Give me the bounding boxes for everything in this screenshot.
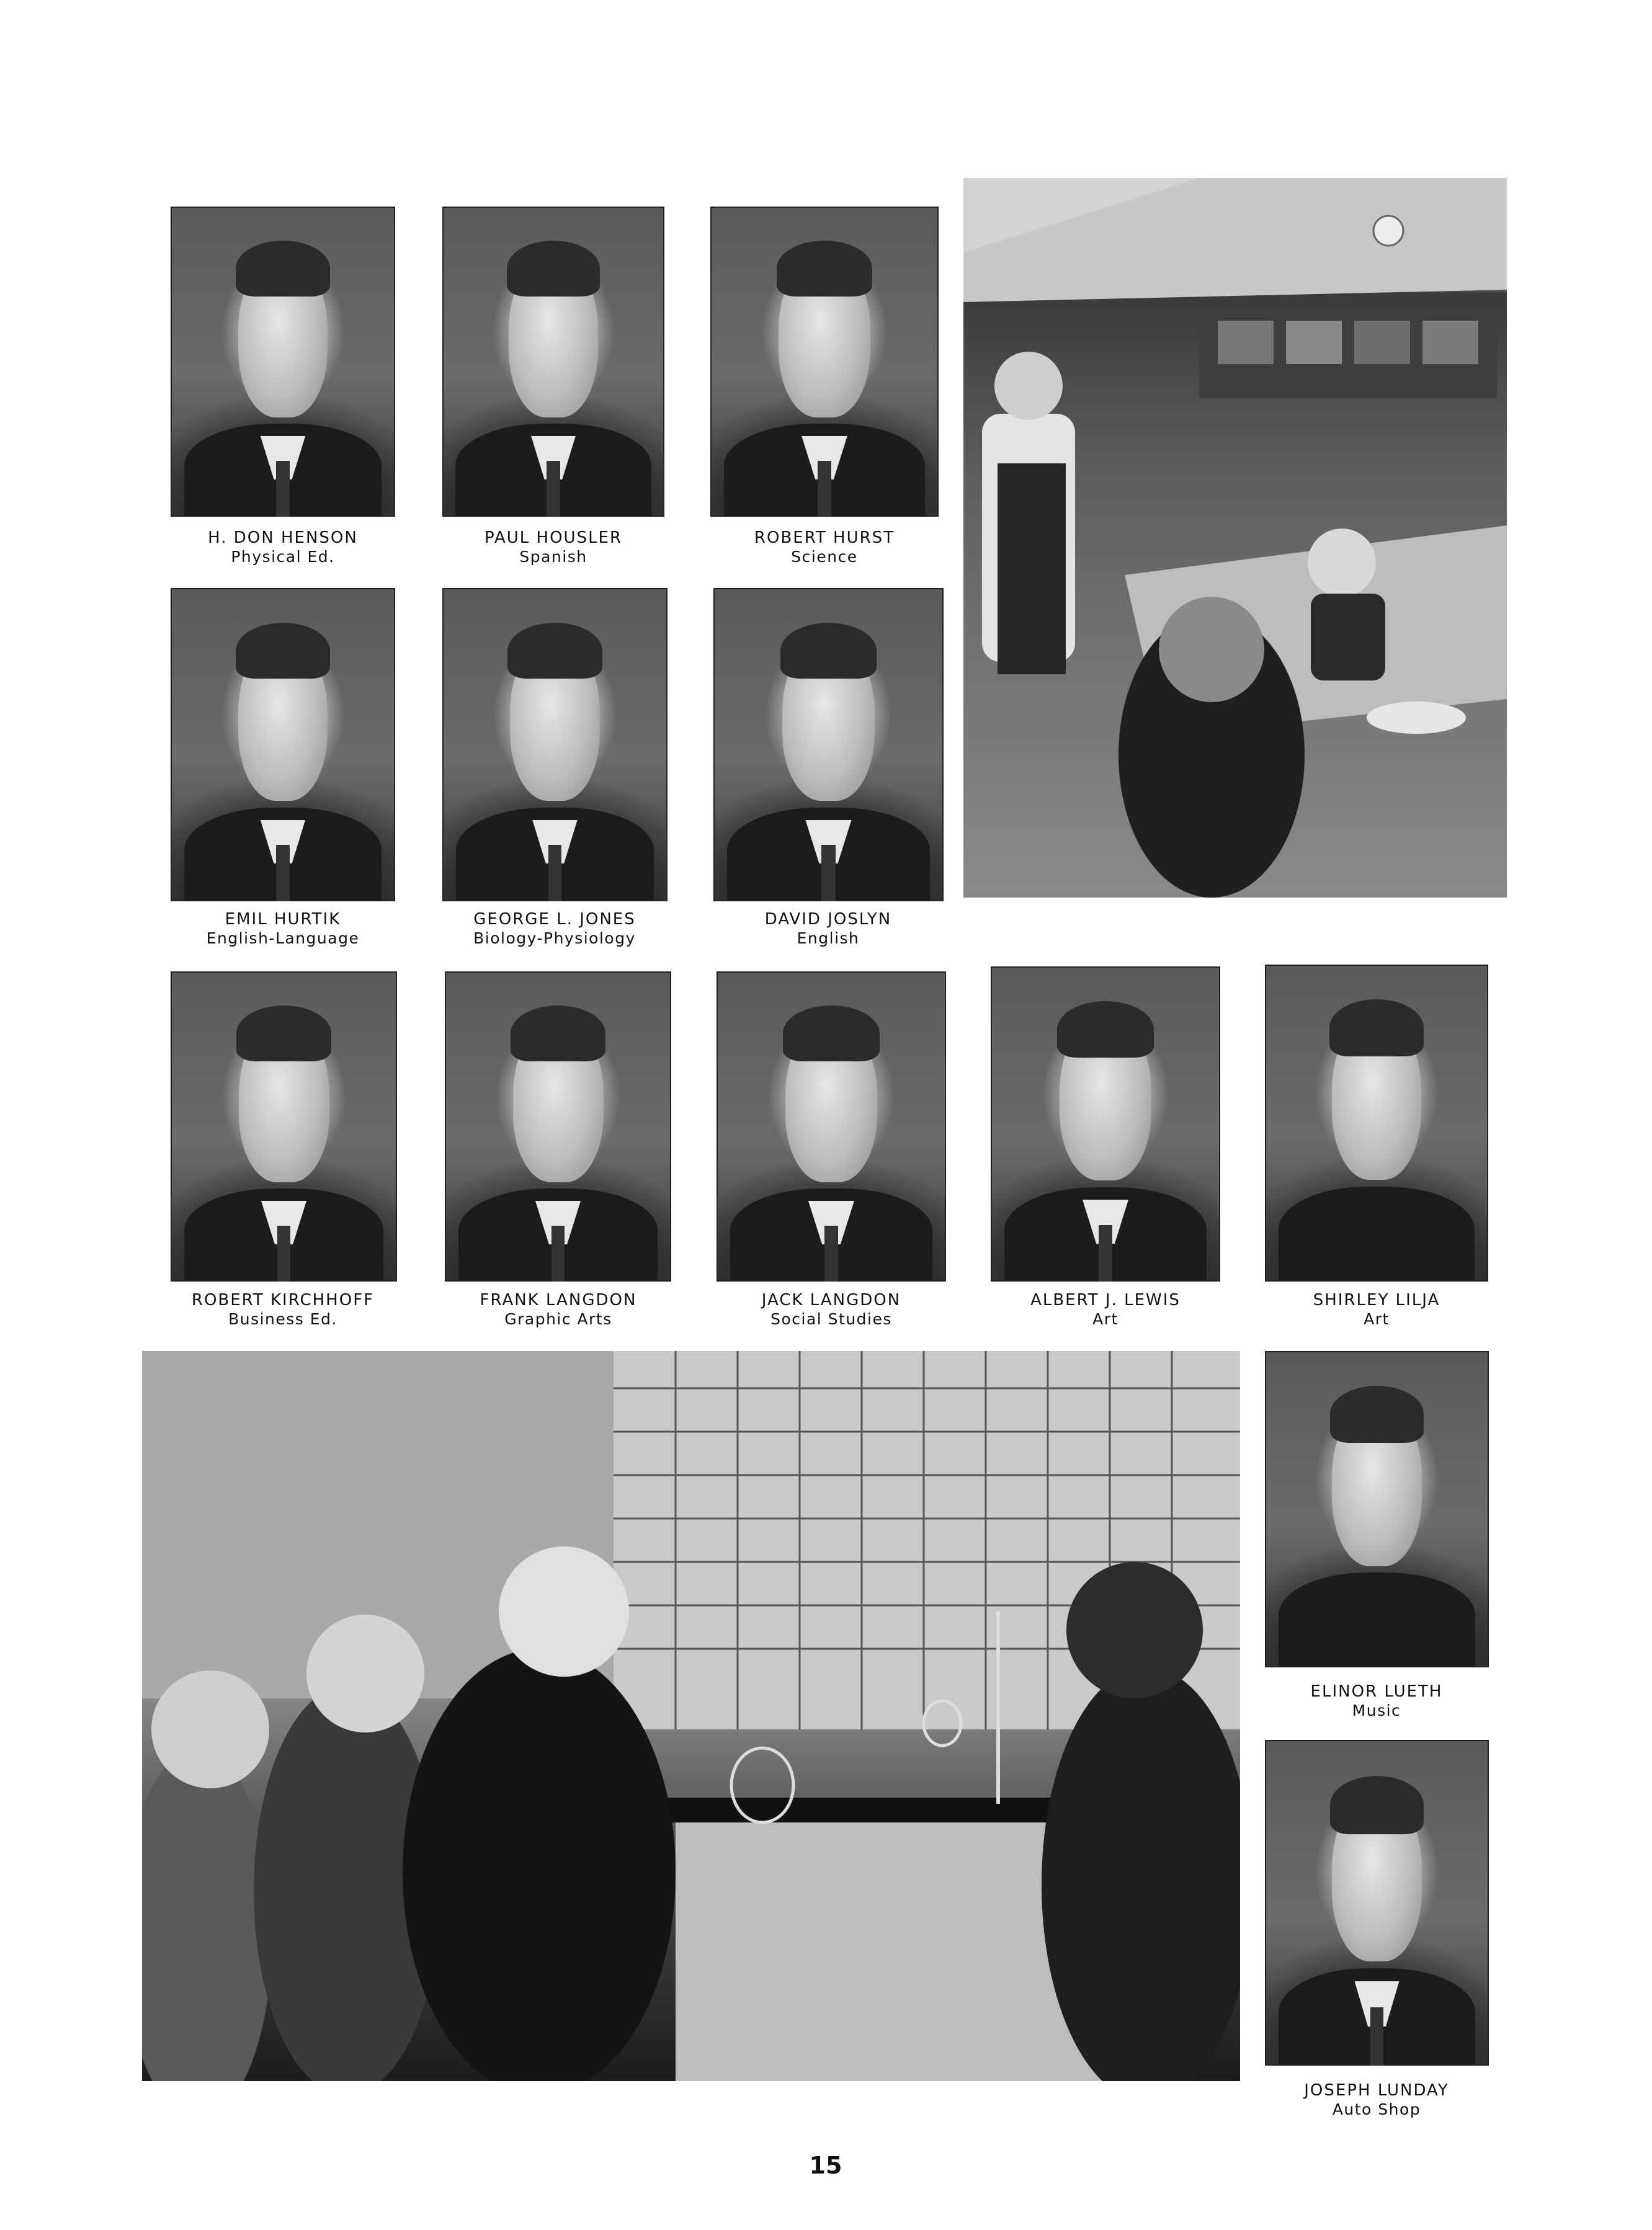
faculty-subject: Business Ed.	[228, 1310, 337, 1329]
caption-jones	[418, 910, 691, 948]
faculty-name: H. DON HENSON	[208, 529, 358, 547]
faculty-subject: Spanish	[519, 548, 587, 566]
portrait-lueth	[1265, 1351, 1489, 1667]
faculty-name: FRANK LANGDON	[480, 1291, 637, 1309]
faculty-subject: Auto Shop	[1332, 2100, 1421, 2119]
caption-joslyn	[692, 910, 965, 948]
faculty-name: PAUL HOUSLER	[484, 529, 623, 547]
caption-housler	[417, 529, 690, 566]
faculty-name: JOSEPH LUNDAY	[1304, 2081, 1449, 2100]
faculty-subject: Physical Ed.	[231, 548, 335, 566]
faculty-name: ALBERT J. LEWIS	[1030, 1291, 1181, 1309]
portrait-hurst	[710, 207, 939, 517]
faculty-subject: Music	[1352, 1701, 1401, 1720]
portrait-housler	[442, 207, 664, 517]
portrait-lewis	[991, 966, 1220, 1282]
portrait-joslyn	[713, 588, 944, 901]
faculty-subject: Art	[1364, 1310, 1390, 1329]
portrait-jones	[442, 588, 667, 901]
faculty-subject: English	[797, 929, 860, 948]
portrait-lilja	[1265, 965, 1488, 1282]
caption-hurst	[688, 529, 961, 566]
art-classroom-drawing	[963, 178, 1507, 898]
faculty-subject: English-Language	[206, 929, 360, 948]
caption-henson	[146, 529, 419, 566]
caption-lilja	[1234, 1291, 1519, 1329]
portrait-henson	[171, 207, 395, 517]
faculty-subject: Science	[791, 548, 858, 566]
faculty-name: JACK LANGDON	[761, 1291, 901, 1309]
caption-jack-langdon	[689, 1291, 974, 1329]
portrait-hurtik	[171, 588, 395, 901]
chemistry-classroom-photo	[142, 1351, 1240, 2081]
caption-lunday	[1234, 2081, 1519, 2119]
faculty-subject: Art	[1092, 1310, 1118, 1329]
faculty-name: EMIL HURTIK	[225, 910, 341, 929]
faculty-name: GEORGE L. JONES	[473, 910, 636, 929]
art-classroom-photo	[963, 178, 1507, 898]
caption-frank-langdon	[416, 1291, 701, 1329]
portrait-jack-langdon	[717, 971, 946, 1282]
faculty-name: DAVID JOSLYN	[764, 910, 892, 929]
faculty-subject: Biology-Physiology	[473, 929, 636, 948]
faculty-name: ROBERT KIRCHHOFF	[191, 1291, 375, 1309]
caption-hurtik	[146, 910, 419, 948]
portrait-lunday	[1265, 1740, 1489, 2066]
portrait-frank-langdon	[445, 971, 671, 1282]
faculty-subject: Graphic Arts	[504, 1310, 612, 1329]
caption-lewis	[963, 1291, 1248, 1329]
portrait-kirchhoff	[171, 971, 397, 1282]
caption-kirchhoff	[140, 1291, 426, 1329]
page-number: 15	[809, 2152, 842, 2179]
faculty-name: ROBERT HURST	[754, 529, 895, 547]
chemistry-classroom-drawing	[142, 1351, 1240, 2081]
caption-lueth	[1234, 1682, 1519, 1720]
faculty-subject: Social Studies	[770, 1310, 892, 1329]
faculty-name: ELINOR LUETH	[1310, 1682, 1443, 1701]
faculty-name: SHIRLEY LILJA	[1313, 1291, 1440, 1309]
